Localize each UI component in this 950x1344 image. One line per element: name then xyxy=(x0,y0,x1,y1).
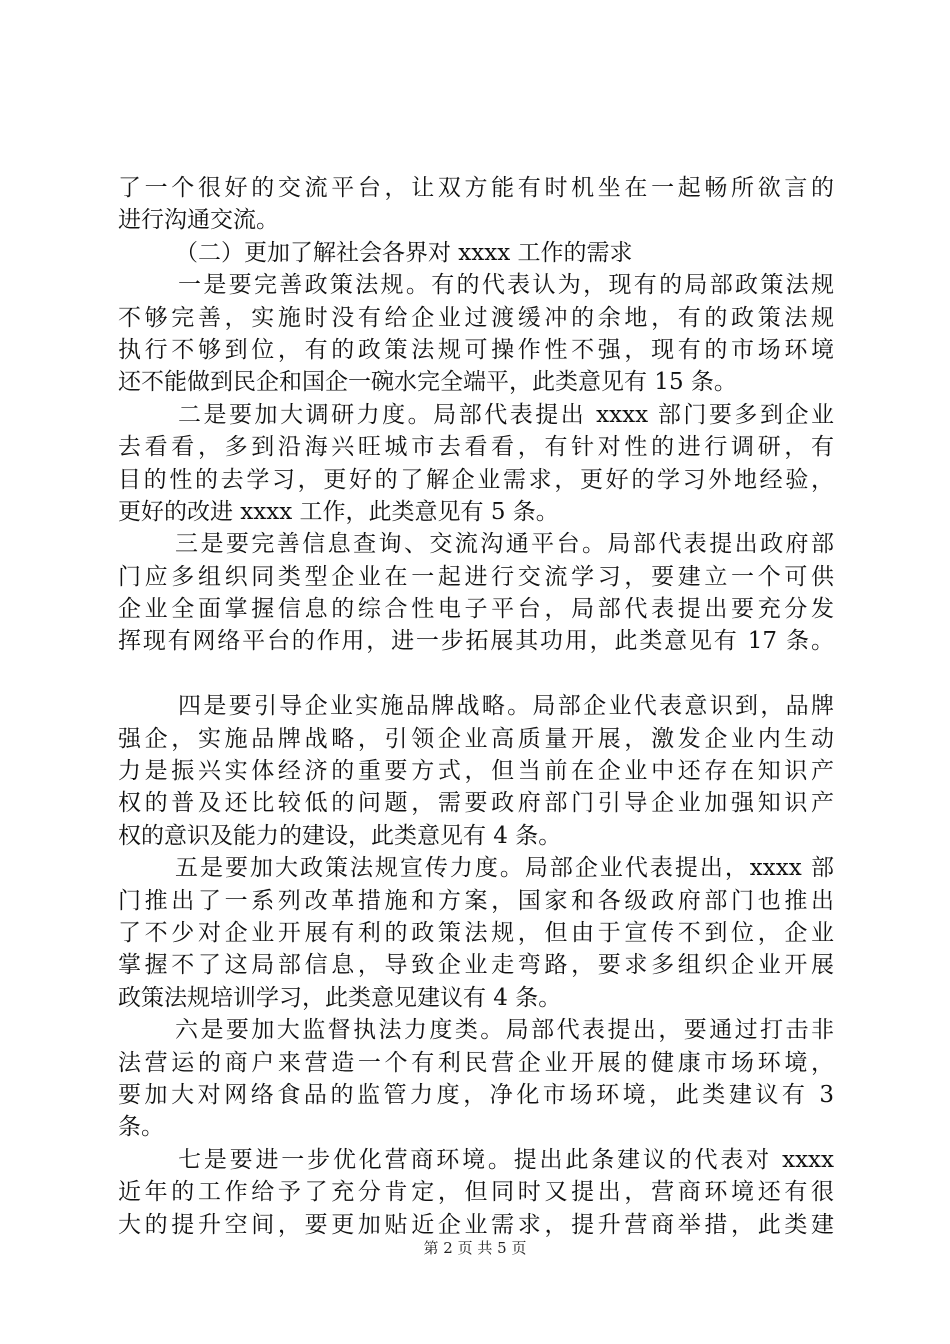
text-line: 进行沟通交流。 xyxy=(118,207,279,234)
text-line: 权的意识及能力的建设，此类意见有 4 条。 xyxy=(118,822,562,849)
text-line: 去看看，多到沿海兴旺城市去看看，有针对性的进行调研，有 xyxy=(118,434,834,461)
text-line: 力是振兴实体经济的重要方式，但当前在企业中还存在知识产 xyxy=(118,758,834,785)
text-line: 更好的改进 xxxx 工作，此类意见有 5 条。 xyxy=(118,498,559,525)
text-line: 目的性的去学习，更好的了解企业需求，更好的学习外地经验， xyxy=(118,466,834,493)
text-line: 强企，实施品牌战略，引领企业高质量开展，激发企业内生动 xyxy=(118,725,834,752)
text-line: 还不能做到民企和国企一碗水完全端平，此类意见有 15 条。 xyxy=(118,369,737,396)
text-line: 不够完善，实施时没有给企业过渡缓冲的余地，有的政策法规 xyxy=(118,304,834,331)
paragraph-first-line: 一是要完善政策法规。有的代表认为，现有的局部政策法规 xyxy=(178,272,834,299)
text-line: 企业全面掌握信息的综合性电子平台，局部代表提出要充分发 xyxy=(118,596,834,623)
text-line: 挥现有网络平台的作用，进一步拓展其功用，此类意见有 17 条。 xyxy=(118,628,834,655)
text-line: 门应多组织同类型企业在一起进行交流学习，要建立一个可供 xyxy=(118,563,834,590)
paragraph-first-line: 六是要加大监督执法力度类。局部代表提出，要通过打击非 xyxy=(175,1017,834,1044)
paragraph-first-line: 五是要加大政策法规宣传力度。局部企业代表提出，xxxx 部 xyxy=(175,855,834,882)
text-line: 了一个很好的交流平台，让双方能有时机坐在一起畅所欲言的 xyxy=(118,175,834,201)
text-line: 政策法规培训学习，此类意见建议有 4 条。 xyxy=(118,984,562,1011)
text-line: 近年的工作给予了充分肯定，但同时又提出，营商环境还有很 xyxy=(118,1179,834,1206)
text-line: 门推出了一系列改革措施和方案，国家和各级政府部门也推出 xyxy=(118,887,834,914)
paragraph-first-line: 二是要加大调研力度。局部代表提出 xxxx 部门要多到企业 xyxy=(178,401,834,428)
paragraph-first-line: 四是要引导企业实施品牌战略。局部企业代表意识到，品牌 xyxy=(178,693,834,720)
text-line: 条。 xyxy=(118,1114,164,1141)
blank-line xyxy=(118,658,834,690)
text-line: 大的提升空间，要更加贴近企业需求，提升营商举措，此类建 xyxy=(118,1211,834,1238)
section-heading: （二）更加了解社会各界对 xxxx 工作的需求 xyxy=(175,239,633,266)
text-line: 掌握不了这局部信息，导致企业走弯路，要求多组织企业开展 xyxy=(118,952,834,979)
page-footer: 第 2 页 共 5 页 xyxy=(423,1239,527,1257)
text-line: 要加大对网络食品的监管力度，净化市场环境，此类建议有 3 xyxy=(118,1081,834,1108)
paragraph-first-line: 三是要完善信息查询、交流沟通平台。局部代表提出政府部 xyxy=(175,531,834,558)
paragraph-first-line: 七是要进一步优化营商环境。提出此条建议的代表对 xxxx xyxy=(178,1146,834,1173)
text-line: 执行不够到位，有的政策法规可操作性不强，现有的市场环境 xyxy=(118,336,834,363)
document-body xyxy=(118,172,834,1241)
text-line: 法营运的商户来营造一个有利民营企业开展的健康市场环境， xyxy=(118,1049,834,1076)
text-line: 了不少对企业开展有利的政策法规，但由于宣传不到位，企业 xyxy=(118,919,834,946)
text-line: 权的普及还比较低的问题，需要政府部门引导企业加强知识产 xyxy=(118,790,834,817)
